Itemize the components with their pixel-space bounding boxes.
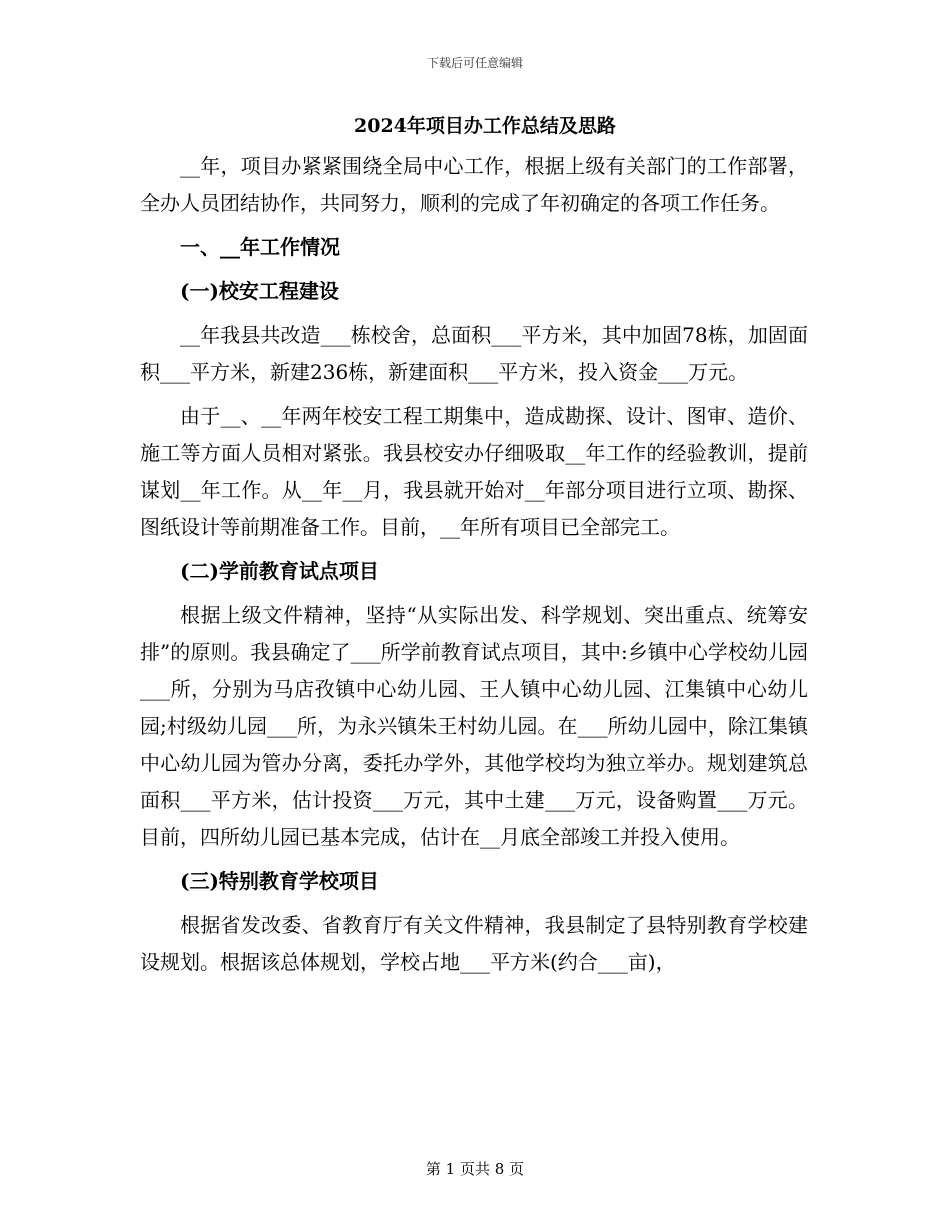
subsection-heading-3: (三)特别教育学校项目: [180, 869, 379, 893]
subsection-heading-2: (二)学前教育试点项目: [180, 559, 379, 583]
paragraph: 根据省发改委、省教育厅有关文件精神，我县制定了县特别教育学校建设规划。根据该总体规划，学校占地___平方米(约合___亩)，: [140, 913, 808, 974]
intro-paragraph: __年，项目办紧紧围绕全局中心工作，根据上级有关部门的工作部署，全办人员团结协作，共同努力，顺利的完成了年初确定的各项工作任务。: [140, 154, 808, 215]
subsection-heading-1: (一)校安工程建设: [180, 279, 339, 303]
paragraph: 由于__、__年两年校安工程工期集中，造成勘探、设计、图审、造价、施工等方面人员相对紧张。我县校安办仔细吸取__年工作的经验教训，提前谋划__年工作。从__年__月，我县就开始对__年部分项目进行立项、勘探、图纸设计等前期准备工作。目前，__年所有项目已全部完工。: [140, 404, 808, 539]
document-body: [140, 112, 808, 988]
document-title: 2024年项目办工作总结及思路: [354, 115, 616, 137]
page-header: 下载后可任意编辑: [426, 56, 523, 70]
paragraph: 根据上级文件精神，坚持“从实际出发、科学规划、突出重点、统筹安排”的原则。我县确定了___所学前教育试点项目，其中:乡镇中心学校幼儿园___所，分别为马店孜镇中心幼儿园、王人镇中心幼儿园、江集镇中心幼儿园;村级幼儿园___所，为永兴镇朱王村幼儿园。在___所幼儿园中，除江集镇中心幼儿园为管办分离，委托办学外，其他学校均为独立举办。规划建筑总面积___平方米，估计投资___万元，其中土建___万元，设备购置___万元。目前，四所幼儿园已基本完成，估计在__月底全部竣工并投入使用。: [140, 603, 808, 849]
section-heading: 一、__年工作情况: [180, 235, 340, 259]
page-footer: 第 1 页共 8 页: [425, 1160, 525, 1178]
paragraph: __年我县共改造___栋校舍，总面积___平方米，其中加固78栋，加固面积___平方米，新建236栋，新建面积___平方米，投入资金___万元。: [140, 323, 808, 384]
